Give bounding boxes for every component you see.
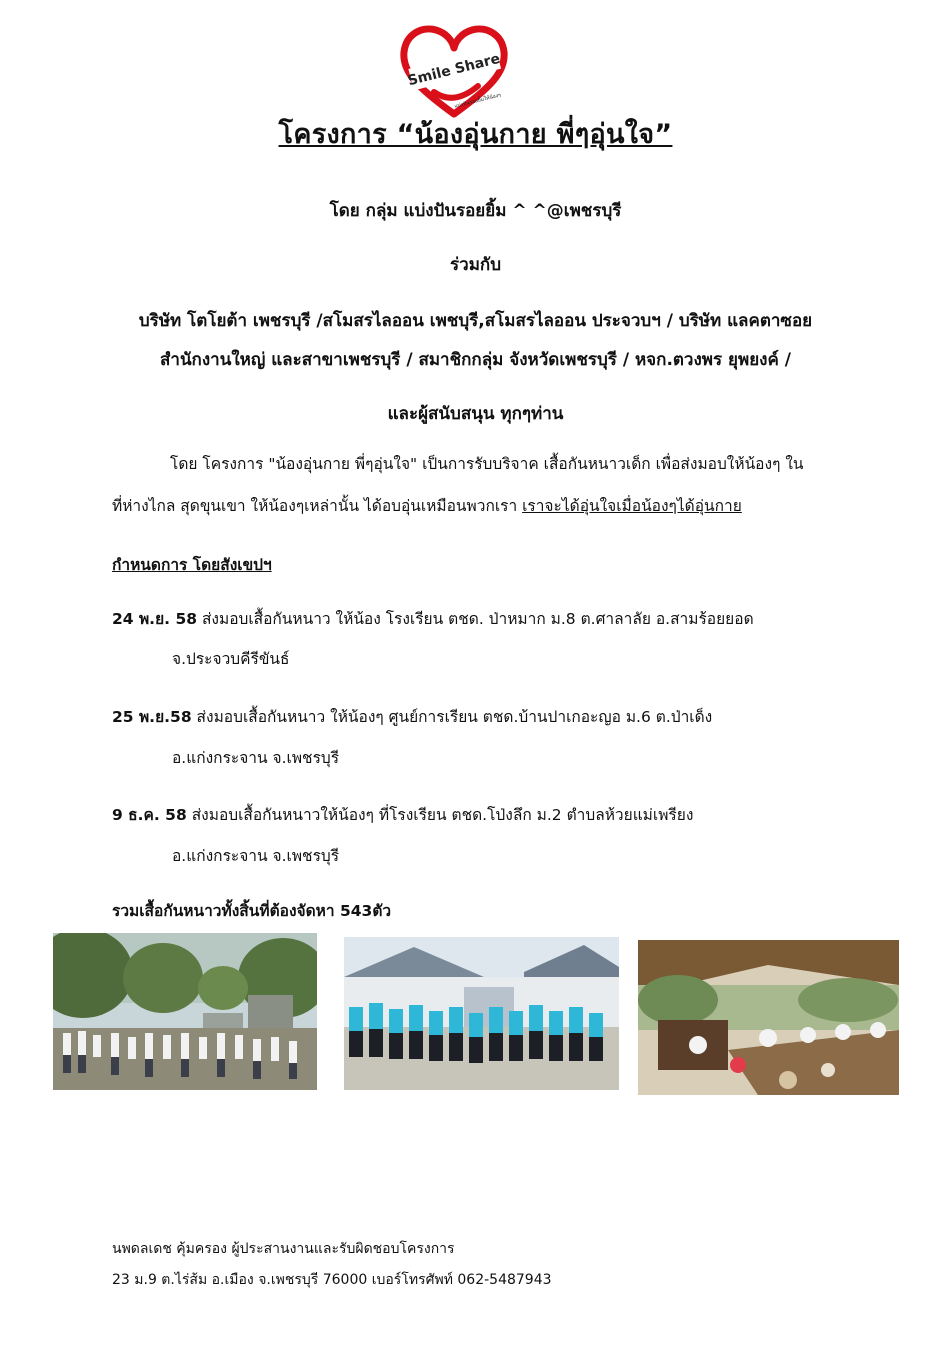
photo-school-assembly: [53, 933, 317, 1090]
intro-line-2: [112, 485, 842, 527]
organizer-line: โดย กลุ่ม แบ่งปันรอยยิ้ม ^ ^@เพชรบุรี: [329, 201, 622, 221]
schedule-item-3: [112, 802, 693, 827]
schedule-item-1-cont: จ.ประจวบคีรีขันธ์: [172, 650, 290, 668]
smile-share-logo: [398, 22, 510, 122]
schedule-text: ส่งมอบเสื้อกันหนาวให้น้องๆ ที่โรงเรียน ตชด.โป่งลึก ม.2 ตำบลห้วยแม่เพรียง: [186, 806, 694, 824]
schedule-item-2-cont: อ.แก่งกระจาน จ.เพชรบุรี: [172, 749, 340, 767]
schedule-text: ส่งมอบเสื้อกันหนาว ให้น้อง โรงเรียน ตชด. ป่าหมาก ม.8 ต.ศาลาลัย อ.สามร้อยยอด: [197, 610, 754, 628]
footer-contact-name: นพดลเดช คุ้มครอง ผู้ประสานงานและรับผิดชอบโครงการ: [112, 1241, 455, 1257]
partners-line-2: สำนักงานใหญ่ และสาขาเพชรบุรี / สมาชิกกลุ่ม จังหวัดเพชรบุรี / หจก.ตวงพร ยุพยงค์ /: [160, 350, 791, 370]
photo-school-assembly-image: [53, 933, 317, 1090]
schedule-text: ส่งมอบเสื้อกันหนาว ให้น้องๆ ศูนย์การเรียน ตชด.บ้านปาเกอะญอ ม.6 ต.ป่าเด็ง: [191, 708, 713, 726]
schedule-heading: กำหนดการ โดยสังเขปฯ: [112, 556, 272, 574]
intro-slogan: เราจะได้อุ่นใจเมื่อน้องๆได้อุ่นกาย: [522, 497, 742, 515]
footer-address: 23 ม.9 ต.ไร่ส้ม อ.เมือง จ.เพชรบุรี 76000 เบอร์โทรศัพท์ 062-5487943: [112, 1272, 552, 1288]
supporters-line: และผู้สนับสนุน ทุกๆท่าน: [387, 404, 564, 424]
total-line: รวมเสื้อกันหนาวทั้งสิ้นที่ต้องจัดหา 543ตัว: [112, 902, 392, 920]
intro-line-2-text: ที่ห่างไกล สุดขุนเขา ให้น้องๆเหล่านั้น ได้อบอุ่นเหมือนพวกเรา: [112, 497, 523, 515]
schedule-date: 9 ธ.ค. 58: [112, 806, 187, 824]
photo-children-eating-image: [638, 940, 899, 1095]
schedule-date: 24 พ.ย. 58: [112, 610, 198, 628]
schedule-date: 25 พ.ย.58: [112, 708, 192, 726]
schedule-item-3-cont: อ.แก่งกระจาน จ.เพชรบุรี: [172, 847, 340, 865]
photo-students-group-image: [344, 937, 619, 1090]
logo-text: Smile Share: [406, 50, 502, 90]
schedule-item-2: [112, 704, 712, 729]
schedule-item-1: [112, 606, 754, 631]
intro-line-1: โดย โครงการ "น้องอุ่นกาย พี่ๆอุ่นใจ" เป็นการรับบริจาค เสื้อกันหนาวเด็ก เพื่อส่งมอบให้น้องๆ ใน: [170, 455, 804, 473]
photo-students-group: [344, 937, 619, 1090]
intro-paragraph: [112, 443, 842, 527]
logo-subtext: แบ่งปันรอยยิ้มให้น้องๆ: [453, 92, 502, 110]
partners-line-1: บริษัท โตโยต้า เพชรบุรี /สโมสรไลออน เพชบุรี,สโมสรไลออน ประจวบฯ / บริษัท แลคตาซอย: [138, 311, 813, 331]
heart-logo-icon: [398, 22, 510, 122]
photo-children-eating: [638, 940, 899, 1095]
with-label: ร่วมกับ: [450, 255, 501, 275]
page-title: โครงการ “น้องอุ่นกาย พี่ๆอุ่นใจ”: [278, 119, 673, 150]
